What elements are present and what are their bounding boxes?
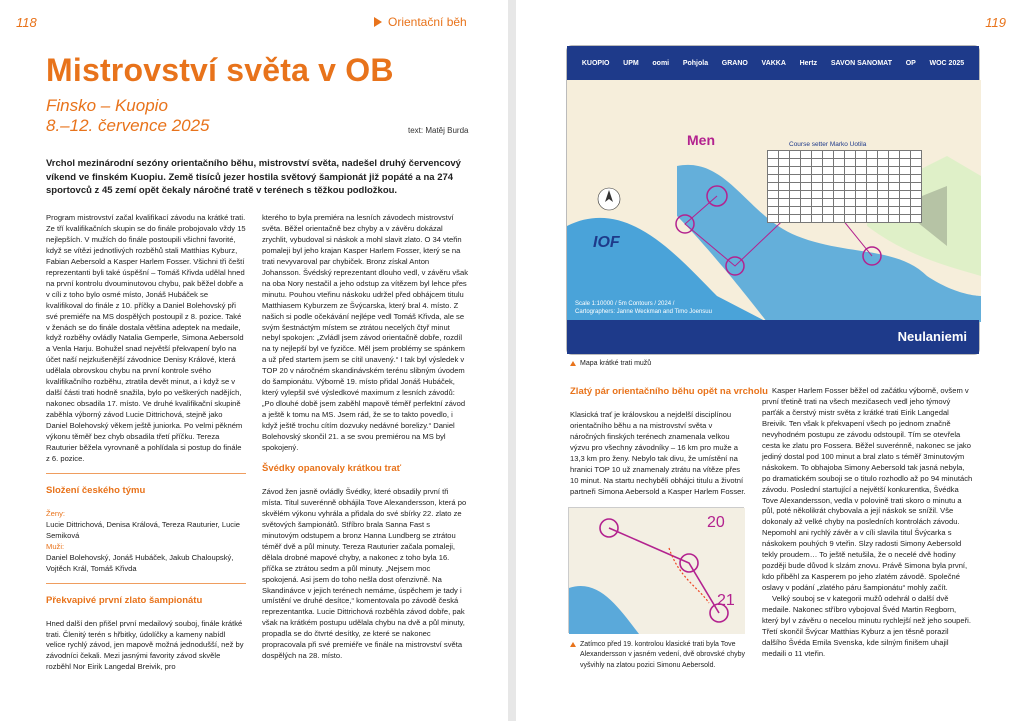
sponsor-bar xyxy=(567,46,979,80)
page-number: 118 xyxy=(16,15,37,30)
course-setter: Course setter Marko Uotila xyxy=(789,141,867,148)
section-title: Orientační běh xyxy=(388,15,467,29)
control-number: 20 xyxy=(707,514,725,531)
right-heading: Zlatý pár orientačního běhu opět na vrcholu xyxy=(570,386,768,397)
text-column-1 xyxy=(46,213,246,673)
body-paragraph: Velký souboj se v kategorii mužů odehrál o další dvě medaile. Nakonec stříbro vybojoval Švéd Martin Regborn, který byl v závěru o necelou minutu rychlejší než jeho soupeři. Třetí skončil Švýcar Matthias Kyburz a jen těsně porazil dalšího Švéda Emila Svenska, kde silným finišem uhajil medaili o 11 vteřin. xyxy=(762,594,971,658)
body-paragraph: kterého to byla premiéra na lesních závodech mistrovství světa. Běžel orientačně bez chyby a v závěru dokázal zrychlit, vybudoval si náskok a mohl slavit zlato. O 34 vteřin pomaleji byl jeho krajan Kasper Harlem Fosser, který se na trati nevyvaroval par chybiček. Bronz získal Anton Johansson. Švédský reprezentant dlouho vedl, v závěru však na oba Nory nestačil a jeho odstup za vítězem byl lehce přes minutu. Pouhou vteřinu náskoku udržel před obhájcem titulu Matthiasem Kyburzem ze Švýcarska, který bral 4. místo. Z našich si podle očekávání nejlépe vedl Tomáš Křivda, ale se svým šestnáctým místem se ztrátou necelých čtyř minut nebyl spokojen: „Zvládl jsem závod orientačně dobře, rozdíl na ty nejlepší byl ve fyzičce. Měl jsem problémy se spánkem a už před startem jsem se cítil unavený.“ I tak byl výsledek v TOP 20 v náročném skandinávském terénu slibným úvodem do šampionátu. Výborně 19. místo přidal Jonáš Hubáček, který vylepšil své výsledkové maximum z lesních závodů: „Po dlouhé době jsem zaběhl mapově téměř perfektní závod a ještě k tomu na MS. Jsem rád, že se to takto povedlo, i když ještě trochu cítím dozvuky nedávné borelizy.“ Daniel Bolehovský skončil 21. a se svou premiérou na MS byl spokojený. xyxy=(262,213,468,453)
sponsor-logo: OP xyxy=(905,59,916,67)
article-title: Mistrovství světa v OB xyxy=(46,52,394,88)
map-scale xyxy=(575,300,712,316)
body-paragraph: Program mistrovství začal kvalifikací závodu na krátké trati. Ze tří kvalifikačních skupin se do finále probojovalo vždy 15 nejlepších. V mužích do finále postoupili všichni favorité, když se vítězi jednotlivých rozběhů stali Matthias Kyburz, Fabian Aebersold a Kasper Harlem Fosser. Všichni tři čeští reprezentanti byli také úspěšní – Tomáš Křivda udělal hned na první kontrolu dvouminutovou chybu, pak běžel dobře a v cíli z toho bylo osmé místo, Jonáš Hubáček se kvalifikoval do finále z 10. příčky a Daniel Bolehovský při své premiéře na MS dospělých postoupil z 8. pozice. Také v ženách se do finále dostala většina adeptek na medaile, když rozběhy ovládly Natalia Gemperle, Simona Aebersold a Venla Harju. Bohužel snad největší překvapení bylo na účet naší nejzkušenější závodnice Denisy Králové, která udělala obrovskou chybu na první kontrole svého kvalifikačního rozběhu, ztratila devět minut, a i když se v další části trati hodně snažila, bylo po veškerých nadějích, nakonec obsadila 17. místo. Ve druhé kvalifikační skupině zaběhla výborný závod Lucie Dittrichová, stejně jako Daniel Bolehovský věkem ještě juniorka. Po velmi pěkném výkonu těměř bez chyb obsadila třetí příčku. Tereza Rauturier běžela vyrovnaně a pohlídala si postup do finále z 6. pozice. xyxy=(46,213,246,463)
men-label: Muži: xyxy=(46,541,65,551)
section-header xyxy=(374,15,467,29)
control-number: 21 xyxy=(717,592,735,609)
sponsor-logo: SAVON SANOMAT xyxy=(830,59,892,67)
men-names: Daniel Bolehovský, Jonáš Hubáček, Jakub Chaloupský, Vojtěch Král, Tomáš Křivda xyxy=(46,552,234,573)
lead-paragraph: Vrchol mezinárodní sezóny orientačního běhu, mistrovství světa, nadešel druhý červencový víkend ve finském Kuopiu. Země tisíců jezer hostila světový šampionát již popáté a na 274 sportovců z 45 zemí opět čekaly náročné tratě v terénech s těžkou podložkou. xyxy=(46,158,461,196)
map-caption-text: Mapa krátké trati mužů xyxy=(580,360,652,367)
scale-line: Scale 1:10000 / 5m Contours / 2024 / xyxy=(575,301,675,307)
detail-map-caption xyxy=(570,640,745,671)
sponsor-logo: KUOPIO xyxy=(581,59,610,67)
team-heading: Složení českého týmu xyxy=(46,484,146,496)
triangle-icon xyxy=(570,361,576,366)
location-subtitle: Finsko – Kuopio xyxy=(46,96,168,115)
sponsor-logo: Hertz xyxy=(799,59,818,67)
gold-heading: Překvapivé první zlato šampionátu xyxy=(46,594,203,606)
sponsor-logo: GRANO xyxy=(721,59,748,67)
divider xyxy=(46,473,246,474)
body-paragraph: Závod žen jasně ovládly Švédky, které obsadily první tři místa. Titul suverénně obhájila Tove Alexandersson, která po skvělém výkonu vyhrála a přidala do své sbírky 22. zlato ze světových šampionátů. Stříbro brala Sanna Fast s minutovým odstupem a bronz Hanna Lundberg se ztrátou téměř dvě a půl minuty. Tereza Rauturier začala pomaleji, dělala drobné mapové chyby, a nakonec z toho byla 16. příčka se ztrátou sedm a půl minuty. „Nejsem moc spokojená. Asi jsem do toho nešla dost ofenzivně. Na Skandinávce v jejich terénech nemáme, úspěchem je tady i umístění ve druhé desítce,“ komentovala po závodě česká reprezentantka. Lucie Dittrichová rozběhla závod dobře, pak však na krátkém postupu udělala chybu na dvě a půl minuty, propadla se do čtvrté desítky, ze které se nakonec propracovala při své premiéře ve finále na mistrovství světa dospělých na 28. místo. xyxy=(262,486,467,661)
iof-logo: IOF xyxy=(593,234,620,251)
page-number: 119 xyxy=(985,15,1006,30)
body-paragraph: Kasper Harlem Fosser běžel od začátku výborně, ovšem v první třetině trati na všech mezičasech vedl jeho týmový parťák a čerstvý mistr světa z krátké trati Eirik Langedal Breivik. Ten však k překvapení všech po jednom značně nevyhodném postupu ze závodu odstoupil. Tím se otevřela cesta ke zlatu pro Fossera. Běžel suverénně, nakonec se jako jediný dostal pod 100 minut a bral zlato s téměř 3minutovým náskokem. To obhajoba Simony Aebersold tak jasná nebyla, po dramatickém souboji se o titulo rozhodlo až po 94 minutách závodu. Poslední startující a největší konkurentka, Švédka Tove Alexandersson, vedla v polovině trati skoro o minutu a půl, poté několikrát chybovala a její náskok se snížil. Vše dokonaly až velké chyby na posledních kontrolách závodu. Nepomohl ani rychlý závěr a v cíli slavila titul Švýcarka s náskokem pouhých 9 vteřin. Slzy radosti Simony Aebersold tekly proudem… To ještě netušila, že o necelé dvě hodiny později bude důvod k slzám znovu. Právě Simona byla první, kdo přiběhl za Kasperem po jeho zlatém závodě. Společné oslavy v podání „zlatého páru šampionátu“ mohly začít. xyxy=(762,386,973,593)
text-column-2 xyxy=(262,213,468,662)
author-credit: text: Matěj Burda xyxy=(408,126,469,135)
triangle-icon xyxy=(570,642,576,647)
dates-subtitle: 8.–12. července 2025 xyxy=(46,116,210,135)
area-name: Neulaniemi xyxy=(567,320,979,354)
body-paragraph: Hned další den přišel první medailový souboj, finále krátké trati. Členitý terén s hřbitky, údolíčky a kameny nabídl velice rychlý závod, jen mapově možná jednodušší, než by závodníci čekali. Mezi jasnými favority závod skvěle rozběhl Nor Eirik Langedal Breivik, pro xyxy=(46,618,244,672)
cartographers-line: Cartographers: Janne Weckman and Timo Joensuu xyxy=(575,309,712,315)
sweden-heading: Švédky opanovaly krátkou trať xyxy=(262,462,402,474)
women-names: Lucie Dittrichová, Denisa Králová, Tereza Rauturier, Lucie Semiková xyxy=(46,519,241,540)
class-label: Men xyxy=(687,132,715,148)
course-map xyxy=(566,45,980,355)
text-column-3 xyxy=(570,410,748,498)
map-caption xyxy=(570,360,651,367)
left-page xyxy=(0,0,508,721)
sponsor-logo: VAKKA xyxy=(761,59,786,67)
sponsor-logo: WOC 2025 xyxy=(929,59,965,67)
text-column-4 xyxy=(762,386,974,660)
control-descriptions-table xyxy=(767,150,922,223)
sponsor-logo: oomi xyxy=(652,59,670,67)
detail-map-caption-text: Zatímco před 19. kontrolou klasické trati byla Tove Alexandersson v jasném vedení, dvě obrovské chyby vyšvihly na zlatou pozici Simonu Aebersold. xyxy=(580,641,745,669)
body-paragraph: Klasická trať je královskou a nejdelší disciplínou orientačního běhu a na mistrovství světa v náročných finských terénech znamenala velkou výzvu pro všechny závodníky – 16 km pro muže a 13,3 km pro ženy. Nebylo tak divu, že umístění na hranici TOP 10 už znamenaly ztrátu na vítěze přes 10 minut. Na startu nechyběli obhájci titulu a životní partneři Simona Aebersold a Kasper Harlem Fosser. xyxy=(570,410,746,496)
sponsor-logo: UPM xyxy=(623,59,639,67)
detail-map xyxy=(568,507,744,633)
divider xyxy=(46,583,246,584)
play-arrow-icon xyxy=(374,17,382,27)
women-label: Ženy: xyxy=(46,508,65,518)
sponsor-logo: Pohjola xyxy=(682,59,709,67)
